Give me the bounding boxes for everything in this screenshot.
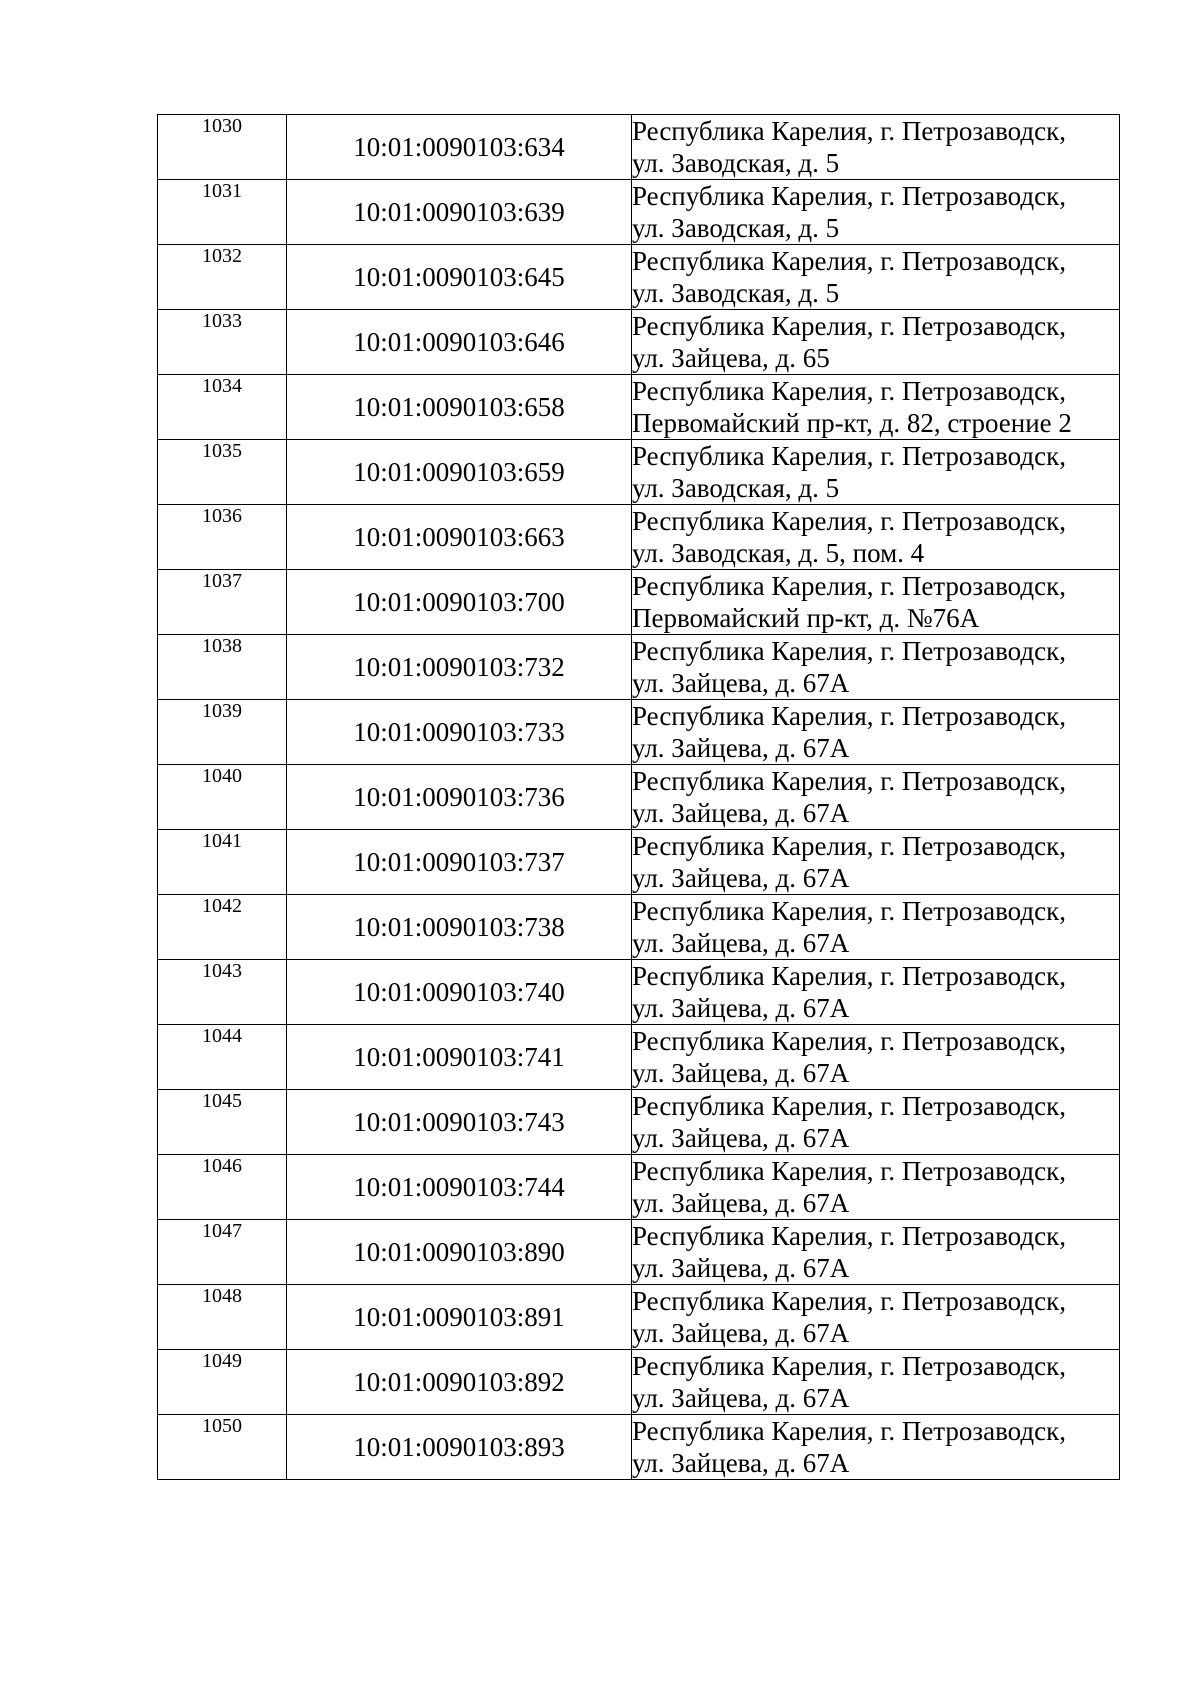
- table-row: [158, 180, 1120, 245]
- table-row: [158, 700, 1120, 765]
- address-line-region: Республика Карелия, г. Петрозаводск,: [632, 1026, 1066, 1056]
- address-cell: [632, 115, 1120, 180]
- address-cell: [632, 700, 1120, 765]
- row-number-cell: 1047: [158, 1220, 287, 1285]
- table-row: [158, 1415, 1120, 1480]
- address-cell: [632, 245, 1120, 310]
- address-line-region: Республика Карелия, г. Петрозаводск,: [632, 1091, 1066, 1121]
- row-number-cell: 1043: [158, 960, 287, 1025]
- address-cell: [632, 1350, 1120, 1415]
- row-number-cell: 1044: [158, 1025, 287, 1090]
- address-line-street: ул. Зайцева, д. 65: [632, 343, 830, 373]
- address-line-street: ул. Заводская, д. 5, пом. 4: [632, 538, 925, 568]
- table-row: [158, 375, 1120, 440]
- address-line-street: ул. Зайцева, д. 67А: [632, 798, 850, 828]
- address-line-street: ул. Зайцева, д. 67А: [632, 1123, 850, 1153]
- address-cell: [632, 635, 1120, 700]
- table-row: [158, 1220, 1120, 1285]
- address-cell: [632, 440, 1120, 505]
- address-cell: [632, 1285, 1120, 1350]
- address-line-street: ул. Заводская, д. 5: [632, 278, 840, 308]
- row-number-cell: 1030: [158, 115, 287, 180]
- cadastral-number-cell: 10:01:0090103:733: [287, 700, 632, 765]
- cadastral-number-cell: 10:01:0090103:743: [287, 1090, 632, 1155]
- address-line-street: ул. Зайцева, д. 67А: [632, 928, 850, 958]
- cadastral-number-cell: 10:01:0090103:646: [287, 310, 632, 375]
- address-cell: [632, 1415, 1120, 1480]
- row-number-cell: 1032: [158, 245, 287, 310]
- cadastral-number-cell: 10:01:0090103:700: [287, 570, 632, 635]
- table-row: [158, 1025, 1120, 1090]
- cadastral-number-cell: 10:01:0090103:634: [287, 115, 632, 180]
- table-row: [158, 895, 1120, 960]
- cadastral-number-cell: 10:01:0090103:639: [287, 180, 632, 245]
- row-number-cell: 1046: [158, 1155, 287, 1220]
- address-line-region: Республика Карелия, г. Петрозаводск,: [632, 1156, 1066, 1186]
- address-line-region: Республика Карелия, г. Петрозаводск,: [632, 246, 1066, 276]
- cadastral-number-cell: 10:01:0090103:744: [287, 1155, 632, 1220]
- address-line-region: Республика Карелия, г. Петрозаводск,: [632, 376, 1066, 406]
- row-number-cell: 1049: [158, 1350, 287, 1415]
- cadastral-number-cell: 10:01:0090103:736: [287, 765, 632, 830]
- address-cell: [632, 830, 1120, 895]
- table-row: [158, 1090, 1120, 1155]
- address-cell: [632, 960, 1120, 1025]
- row-number-cell: 1035: [158, 440, 287, 505]
- address-line-region: Республика Карелия, г. Петрозаводск,: [632, 506, 1066, 536]
- table-row: [158, 440, 1120, 505]
- address-line-street: ул. Зайцева, д. 67А: [632, 1253, 850, 1283]
- address-cell: [632, 765, 1120, 830]
- cadastral-number-cell: 10:01:0090103:893: [287, 1415, 632, 1480]
- cadastral-number-cell: 10:01:0090103:658: [287, 375, 632, 440]
- address-line-region: Республика Карелия, г. Петрозаводск,: [632, 701, 1066, 731]
- row-number-cell: 1033: [158, 310, 287, 375]
- table-row: [158, 1285, 1120, 1350]
- table-row: [158, 830, 1120, 895]
- cadastral-number-cell: 10:01:0090103:741: [287, 1025, 632, 1090]
- table-row: [158, 505, 1120, 570]
- address-line-region: Республика Карелия, г. Петрозаводск,: [632, 896, 1066, 926]
- cadastral-number-cell: 10:01:0090103:659: [287, 440, 632, 505]
- address-cell: [632, 180, 1120, 245]
- address-line-region: Республика Карелия, г. Петрозаводск,: [632, 831, 1066, 861]
- address-line-street: ул. Заводская, д. 5: [632, 213, 840, 243]
- row-number-cell: 1042: [158, 895, 287, 960]
- table-row: [158, 570, 1120, 635]
- address-cell: [632, 1090, 1120, 1155]
- address-cell: [632, 1155, 1120, 1220]
- address-line-street: ул. Зайцева, д. 67А: [632, 993, 850, 1023]
- row-number-cell: 1038: [158, 635, 287, 700]
- cadastral-number-cell: 10:01:0090103:732: [287, 635, 632, 700]
- address-cell: [632, 505, 1120, 570]
- cadastral-number-cell: 10:01:0090103:890: [287, 1220, 632, 1285]
- table-row: [158, 245, 1120, 310]
- address-line-street: ул. Зайцева, д. 67А: [632, 1383, 850, 1413]
- address-line-region: Республика Карелия, г. Петрозаводск,: [632, 311, 1066, 341]
- table-row: [158, 960, 1120, 1025]
- property-table: [157, 114, 1120, 1480]
- address-line-region: Республика Карелия, г. Петрозаводск,: [632, 766, 1066, 796]
- address-cell: [632, 1220, 1120, 1285]
- row-number-cell: 1037: [158, 570, 287, 635]
- cadastral-number-cell: 10:01:0090103:645: [287, 245, 632, 310]
- row-number-cell: 1040: [158, 765, 287, 830]
- address-line-street: Первомайский пр-кт, д. 82, строение 2: [632, 408, 1072, 438]
- row-number-cell: 1036: [158, 505, 287, 570]
- table-row: [158, 765, 1120, 830]
- address-line-region: Республика Карелия, г. Петрозаводск,: [632, 181, 1066, 211]
- cadastral-number-cell: 10:01:0090103:737: [287, 830, 632, 895]
- row-number-cell: 1050: [158, 1415, 287, 1480]
- address-line-street: ул. Зайцева, д. 67А: [632, 1448, 850, 1478]
- table-row: [158, 310, 1120, 375]
- address-cell: [632, 895, 1120, 960]
- row-number-cell: 1041: [158, 830, 287, 895]
- row-number-cell: 1039: [158, 700, 287, 765]
- address-line-region: Республика Карелия, г. Петрозаводск,: [632, 1221, 1066, 1251]
- address-line-region: Республика Карелия, г. Петрозаводск,: [632, 636, 1066, 666]
- row-number-cell: 1048: [158, 1285, 287, 1350]
- table-row: [158, 1350, 1120, 1415]
- cadastral-number-cell: 10:01:0090103:891: [287, 1285, 632, 1350]
- address-line-street: ул. Зайцева, д. 67А: [632, 733, 850, 763]
- cadastral-number-cell: 10:01:0090103:738: [287, 895, 632, 960]
- table-body: [158, 115, 1120, 1480]
- address-line-region: Республика Карелия, г. Петрозаводск,: [632, 116, 1066, 146]
- address-line-street: ул. Заводская, д. 5: [632, 473, 840, 503]
- address-line-region: Республика Карелия, г. Петрозаводск,: [632, 571, 1066, 601]
- address-cell: [632, 1025, 1120, 1090]
- cadastral-number-cell: 10:01:0090103:740: [287, 960, 632, 1025]
- table-row: [158, 1155, 1120, 1220]
- address-line-region: Республика Карелия, г. Петрозаводск,: [632, 1286, 1066, 1316]
- address-cell: [632, 375, 1120, 440]
- address-line-street: ул. Заводская, д. 5: [632, 148, 840, 178]
- address-line-region: Республика Карелия, г. Петрозаводск,: [632, 961, 1066, 991]
- cadastral-number-cell: 10:01:0090103:663: [287, 505, 632, 570]
- address-line-street: ул. Зайцева, д. 67А: [632, 1188, 850, 1218]
- address-line-street: ул. Зайцева, д. 67А: [632, 1318, 850, 1348]
- address-line-region: Республика Карелия, г. Петрозаводск,: [632, 441, 1066, 471]
- cadastral-number-cell: 10:01:0090103:892: [287, 1350, 632, 1415]
- row-number-cell: 1034: [158, 375, 287, 440]
- table-row: [158, 115, 1120, 180]
- row-number-cell: 1031: [158, 180, 287, 245]
- table-row: [158, 635, 1120, 700]
- row-number-cell: 1045: [158, 1090, 287, 1155]
- address-cell: [632, 570, 1120, 635]
- address-line-region: Республика Карелия, г. Петрозаводск,: [632, 1351, 1066, 1381]
- address-line-street: Первомайский пр-кт, д. №76А: [632, 603, 980, 633]
- address-line-street: ул. Зайцева, д. 67А: [632, 863, 850, 893]
- address-cell: [632, 310, 1120, 375]
- address-line-region: Республика Карелия, г. Петрозаводск,: [632, 1416, 1066, 1446]
- address-line-street: ул. Зайцева, д. 67А: [632, 1058, 850, 1088]
- address-line-street: ул. Зайцева, д. 67А: [632, 668, 850, 698]
